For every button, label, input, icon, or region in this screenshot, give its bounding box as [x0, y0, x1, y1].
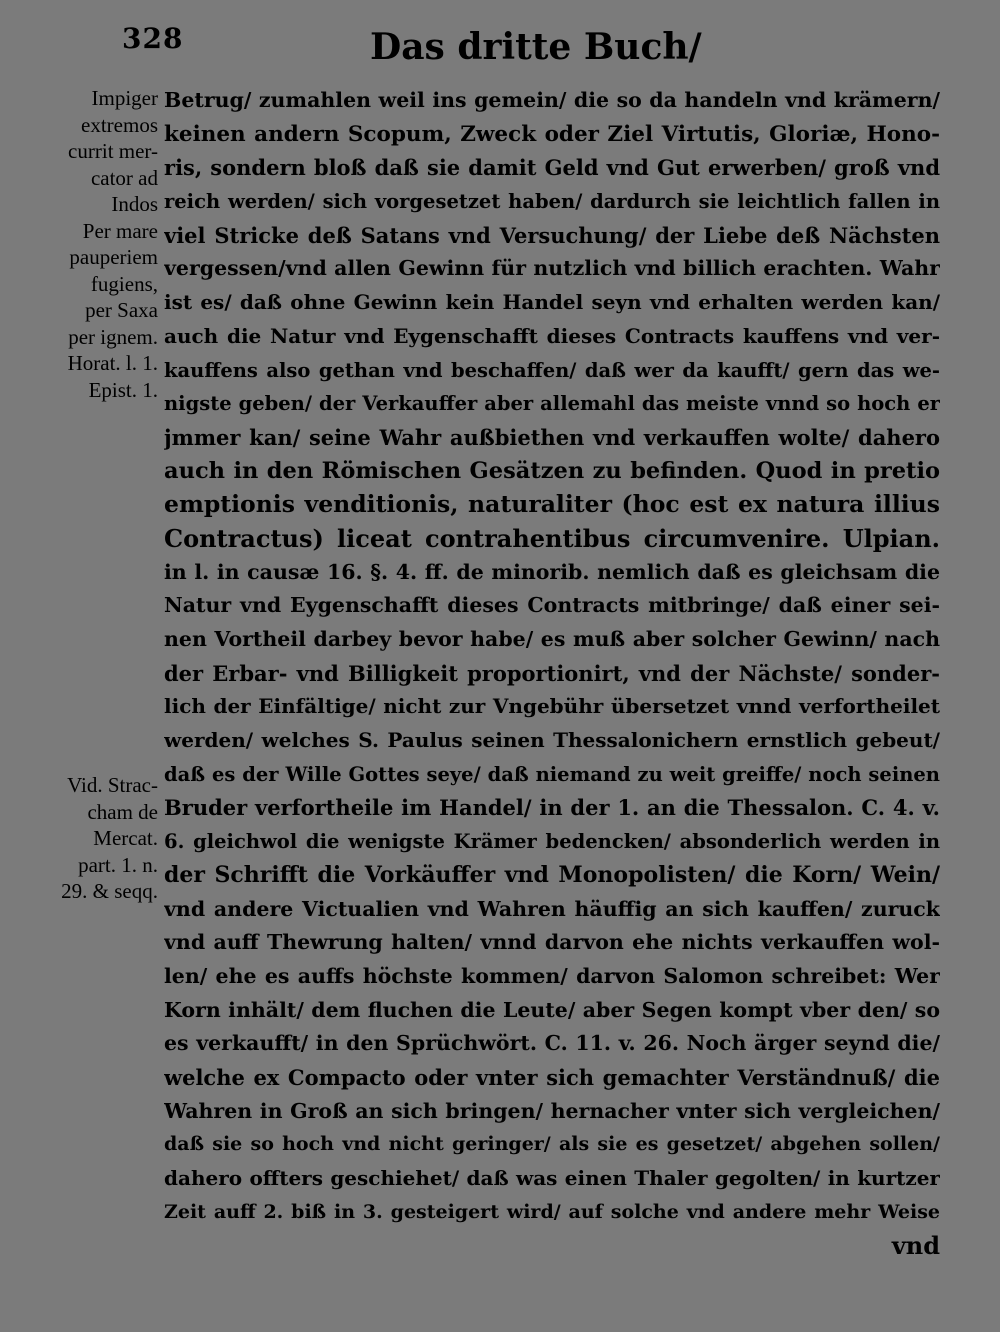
text-line: 6. gleichwol die wenigste Krämer bedencken/ absonderlich werden in	[164, 830, 940, 854]
body-text	[164, 84, 940, 1263]
text-line: Wahren in Groß an sich bringen/ hernacher vnter sich vergleichen/	[164, 1098, 940, 1123]
margin-note-line: Horat. l. 1.	[67, 351, 158, 375]
text-line: Zeit auff 2. biß in 3. gesteigert wird/ auf solche vnd andere mehr Weise	[164, 1200, 940, 1223]
text-line: vergessen/vnd allen Gewinn für nutzlich vnd billich erachten. Wahr	[164, 256, 940, 281]
text-line: der Erbar- vnd Billigkeit proportionirt, vnd der Nächste/ sonder-	[164, 660, 940, 686]
text-line: dahero offters geschiehet/ daß was einen Thaler gegolten/ in kurtzer	[164, 1166, 940, 1190]
text-line: nen Vortheil darbey bevor habe/ es muß aber solcher Gewinn/ nach	[164, 627, 940, 651]
margin-note-line: Vid. Strac-	[67, 773, 158, 797]
margin-note-line: part. 1. n.	[78, 852, 158, 877]
text-line: der Schrifft die Vorkäuffer vnd Monopolisten/ die Korn/ Wein/	[164, 861, 940, 888]
margin-note-line: Impiger	[91, 86, 158, 110]
text-line: lich der Einfältige/ nicht zur Vngebühr übersetzet vnnd verfortheilet	[164, 694, 940, 719]
margin-note-line: per ignem.	[68, 324, 158, 349]
margin-note-line: currit mer-	[68, 139, 158, 163]
margin-note-line: Mercat.	[93, 826, 158, 850]
margin-note-line: cator ad	[90, 165, 158, 190]
text-line: vnd auff Thewrung halten/ vnnd darvon ehe nichts verkauffen wol-	[164, 930, 940, 955]
text-line: es verkaufft/ in den Sprüchwört. C. 11. v. 26. Noch ärger seynd die/	[164, 1031, 940, 1056]
text-line: welche ex Compacto oder vnter sich gemachter Verständnuß/ die	[164, 1064, 940, 1090]
margin-note-line: Epist. 1.	[88, 377, 158, 402]
text-line: nigste geben/ der Verkauffer aber allemahl das meiste vnnd so hoch er	[164, 392, 940, 416]
text-line: daß es der Wille Gottes seye/ daß niemand zu weit greiffe/ noch seinen	[164, 762, 940, 786]
text-line: Natur vnd Eygenschafft dieses Contracts mitbringe/ daß einer sei-	[164, 593, 940, 618]
text-line: kauffens also gethan vnd beschaffen/ daß wer da kaufft/ gern das we-	[164, 358, 940, 382]
text-line: Contractus) liceat contrahentibus circumvenire. Ulpian.	[164, 523, 940, 553]
margin-note	[18, 85, 158, 403]
text-line: viel Stricke deß Satans vnd Versuchung/ der Liebe deß Nächsten	[164, 222, 940, 248]
text-line: Betrug/ zumahlen weil ins gemein/ die so da handeln vnd krämern/	[164, 88, 940, 112]
text-line: ris, sondern bloß daß sie damit Geld vnd Gut erwerben/ groß vnd	[164, 155, 940, 181]
text-line: auch die Natur vnd Eygenschafft dieses Contracts kauffens vnd ver-	[164, 323, 940, 348]
text-line: Korn inhält/ dem fluchen die Leute/ aber Segen kompt vber den/ so	[164, 997, 940, 1022]
text-line: in l. in causæ 16. §. 4. ff. de minorib. nemlich daß es gleichsam die	[164, 559, 940, 584]
margin-note-line: Indos	[111, 192, 158, 216]
running-head-title: Das dritte Buch/	[370, 26, 702, 68]
text-line: jmmer kan/ seine Wahr außbiethen vnd verkauffen wolte/ dahero	[164, 424, 940, 450]
margin-note-line: extremos	[81, 112, 158, 137]
margin-note-line: 29. & seqq.	[61, 879, 158, 903]
text-line: len/ ehe es auffs höchste kommen/ darvon Salomon schreibet: Wer	[164, 963, 940, 988]
text-line: keinen andern Scopum, Zweck oder Ziel Virtutis, Gloriæ, Hono-	[164, 121, 940, 147]
catchword: vnd	[891, 1231, 940, 1261]
margin-note-line: pauperiem	[69, 245, 158, 269]
text-line: emptionis venditionis, naturaliter (hoc est ex natura illius	[164, 490, 940, 519]
margin-note	[18, 772, 158, 905]
text-line: vnd andere Victualien vnd Wahren häuffig an sich kauffen/ zuruck	[164, 896, 940, 921]
text-line: reich werden/ sich vorgesetzet haben/ dardurch sie leichtlich fallen in	[164, 190, 940, 214]
text-line: werden/ welches S. Paulus seinen Thessalonichern ernstlich gebeut/	[164, 728, 940, 753]
margin-note-line: Per mare	[82, 218, 158, 243]
page-number: 328	[122, 22, 184, 55]
margin-note-line: cham de	[87, 799, 158, 824]
text-line: auch in den Römischen Gesätzen zu befinden. Quod in pretio	[164, 457, 940, 484]
margin-note-line: fugiens,	[90, 271, 158, 296]
text-line: ist es/ daß ohne Gewinn kein Handel seyn vnd erhalten werden kan/	[164, 290, 940, 315]
text-line: daß sie so hoch vnd nicht geringer/ als sie es gesetzet/ abgehen sollen/	[164, 1133, 940, 1156]
margin-note-line: per Saxa	[85, 298, 158, 322]
text-line: Bruder verfortheile im Handel/ in der 1. an die Thessalon. C. 4. v.	[164, 795, 940, 821]
